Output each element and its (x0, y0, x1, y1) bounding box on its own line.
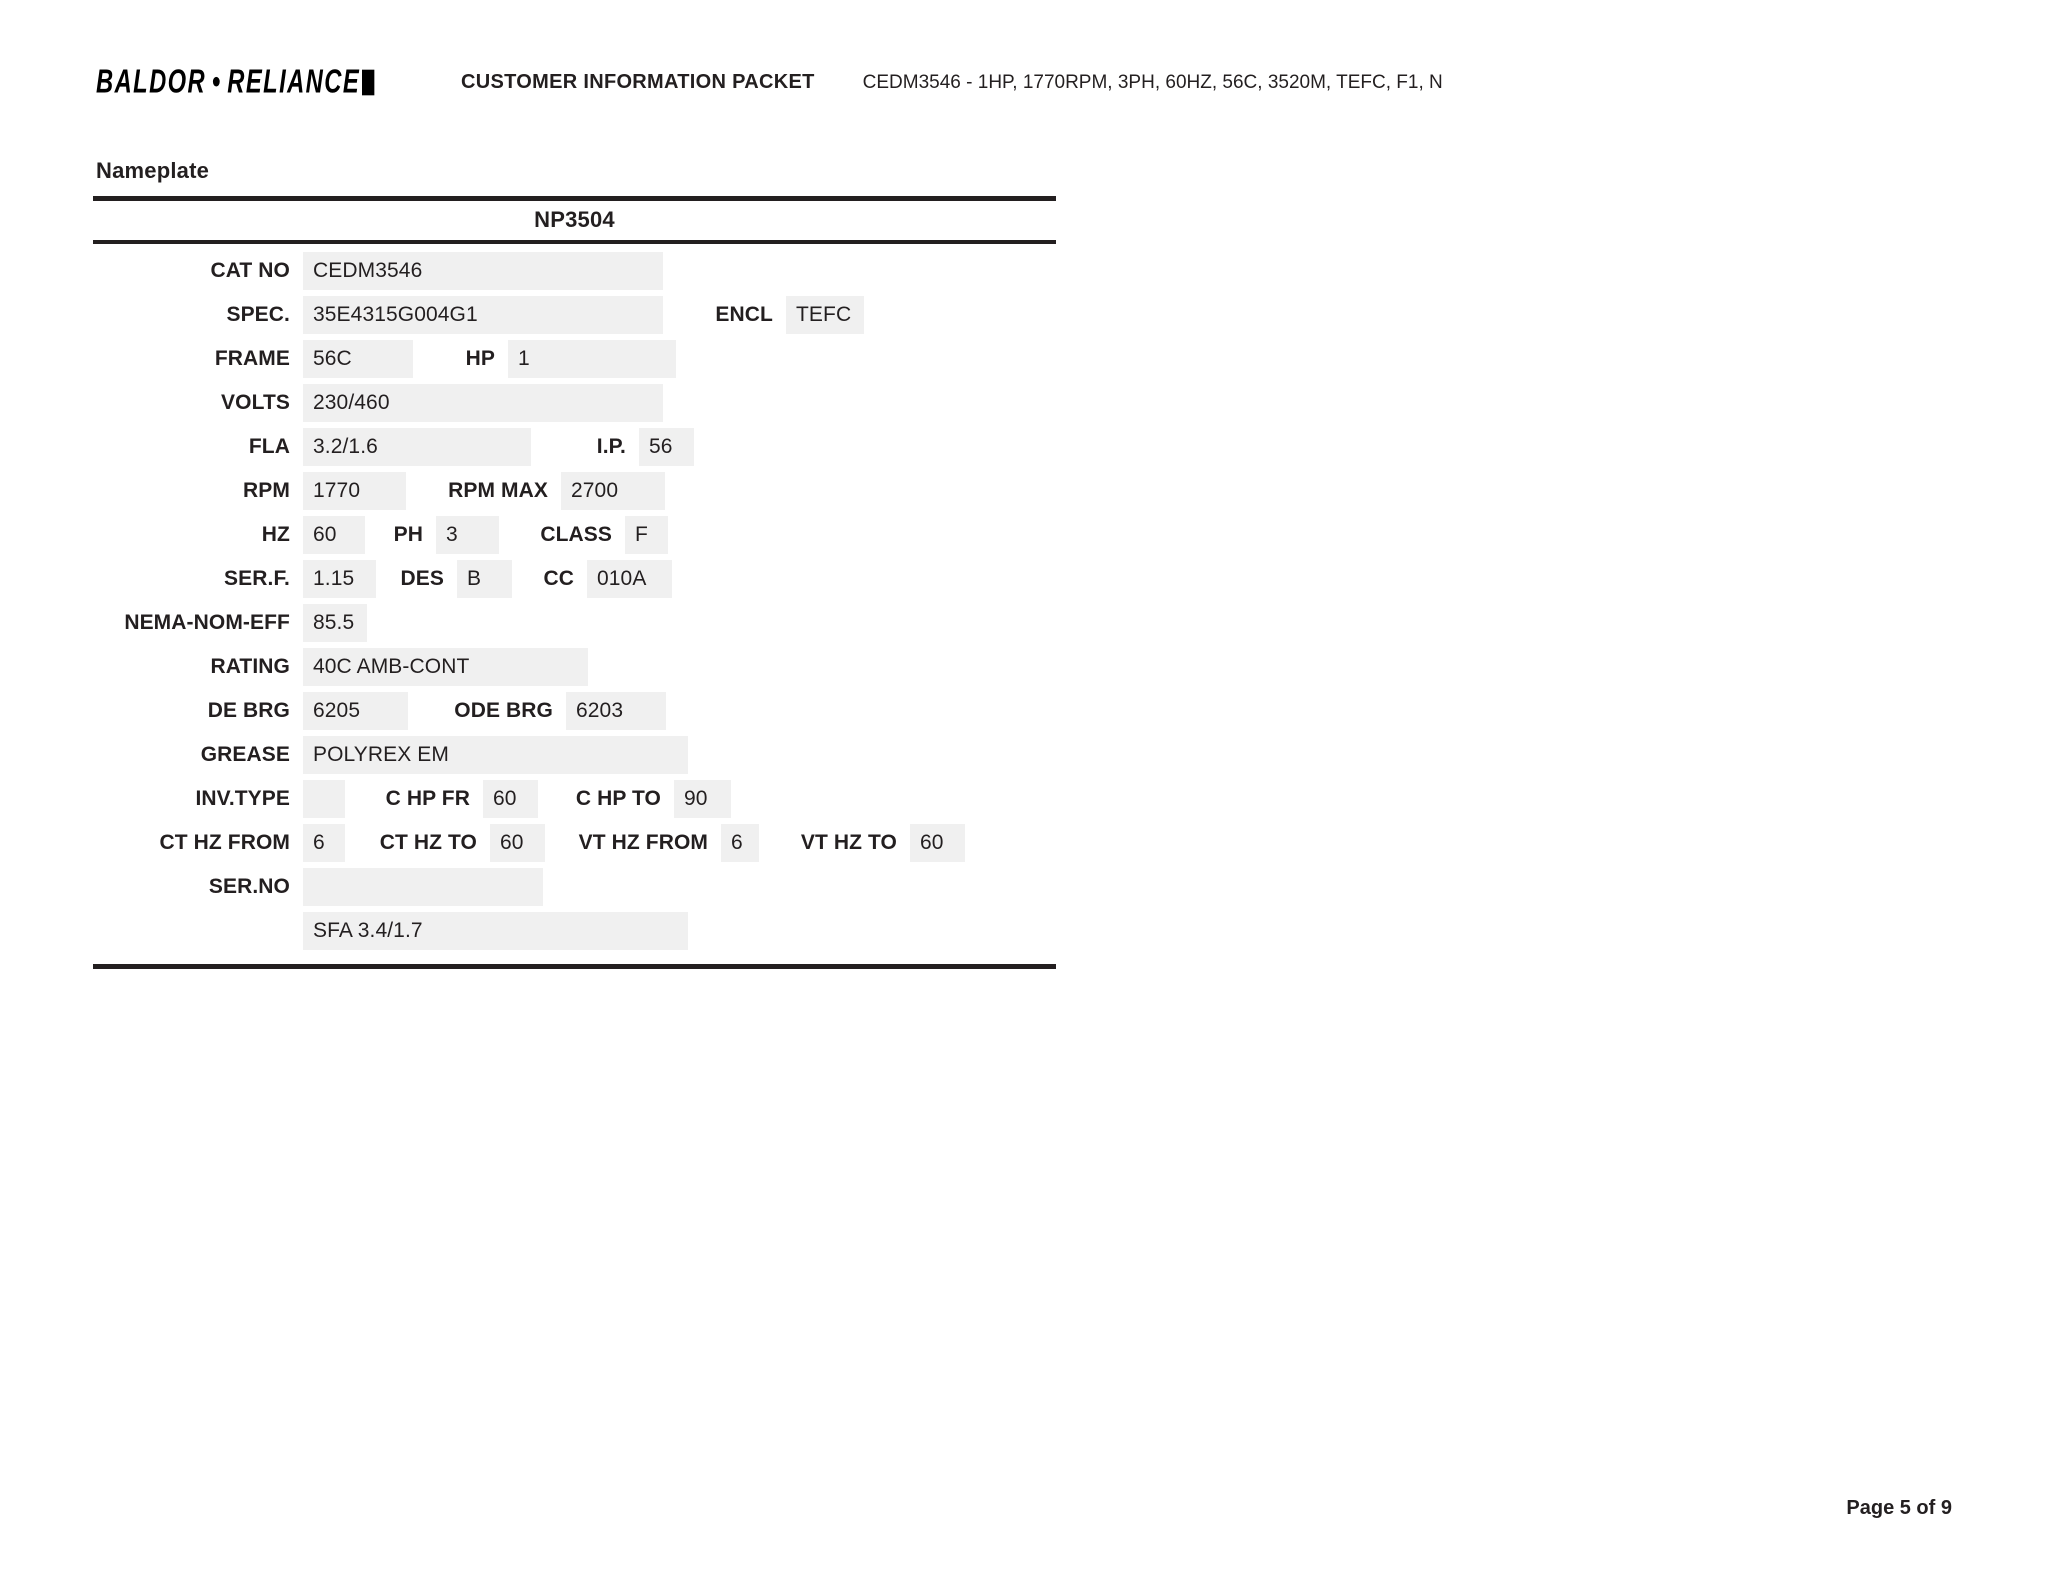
row-value: 60 (303, 516, 365, 554)
row-label: SER.F. (224, 567, 290, 590)
nameplate-rows (93, 244, 1056, 964)
row-value: 3.2/1.6 (303, 428, 531, 466)
row-label-2: CT HZ TO (379, 831, 477, 854)
row-label: HZ (261, 523, 290, 546)
row-value-2: 60 (490, 824, 545, 862)
table-row (93, 824, 1056, 868)
row-value-2: 60 (483, 780, 538, 818)
brand-baldor: BALDOR (96, 62, 207, 101)
table-row (93, 692, 1056, 736)
row-value: 56C (303, 340, 413, 378)
row-label-2: PH (393, 523, 423, 546)
table-row (93, 736, 1056, 780)
row-label: CT HZ FROM (159, 831, 290, 854)
table-bottom-rule (93, 964, 1056, 969)
row-value-2: 6203 (566, 692, 666, 730)
row-value-2: 3 (436, 516, 499, 554)
row-value: 1770 (303, 472, 406, 510)
row-label: RATING (210, 655, 290, 678)
row-value-3: 010A (587, 560, 672, 598)
baldor-reliance-logo (96, 63, 374, 102)
row-label: FRAME (214, 347, 290, 370)
row-value (303, 780, 345, 818)
table-row (93, 516, 1056, 560)
row-value-2: B (457, 560, 512, 598)
row-value-3: 6 (721, 824, 759, 862)
table-row (93, 428, 1056, 472)
table-row (93, 604, 1056, 648)
table-row (93, 780, 1056, 824)
row-label (93, 912, 303, 956)
row-value-2: 1 (508, 340, 676, 378)
row-label: GREASE (200, 743, 290, 766)
row-label: CAT NO (210, 259, 290, 282)
row-value: POLYREX EM (303, 736, 688, 774)
row-label: SER.NO (208, 875, 290, 898)
table-row (93, 384, 1056, 428)
row-label-2: I.P. (596, 435, 626, 458)
page-header (96, 62, 1952, 101)
row-value-3: F (625, 516, 668, 554)
table-row (93, 340, 1056, 384)
section-title: Nameplate (96, 158, 210, 183)
row-value: SFA 3.4/1.7 (303, 912, 688, 950)
row-label-2: C HP FR (385, 787, 470, 810)
row-label: VOLTS (221, 391, 290, 414)
row-label-4: VT HZ TO (800, 831, 897, 854)
row-label: DE BRG (207, 699, 290, 722)
nameplate-table (93, 196, 1056, 969)
row-label-2: ENCL (715, 303, 773, 326)
row-label-3: CLASS (540, 523, 612, 546)
row-label: FLA (248, 435, 290, 458)
row-label-2: ODE BRG (454, 699, 553, 722)
packet-subtitle: CEDM3546 - 1HP, 1770RPM, 3PH, 60HZ, 56C, 3520M, TEFC, F1, N (862, 71, 1443, 93)
table-row (93, 648, 1056, 692)
row-value-2: 56 (639, 428, 694, 466)
row-label: INV.TYPE (195, 787, 290, 810)
row-label-2: RPM MAX (448, 479, 548, 502)
row-value-2: TEFC (786, 296, 864, 334)
row-label-2: HP (465, 347, 495, 370)
row-value: 6 (303, 824, 345, 862)
row-value: 40C AMB-CONT (303, 648, 588, 686)
table-row (93, 472, 1056, 516)
row-label: SPEC. (226, 303, 290, 326)
logo-mark-icon (362, 70, 374, 96)
brand-reliance: RELIANCE (227, 62, 361, 101)
row-label: NEMA-NOM-EFF (124, 611, 290, 634)
row-value (303, 868, 543, 906)
table-row (93, 560, 1056, 604)
row-value: 35E4315G004G1 (303, 296, 663, 334)
row-value: 6205 (303, 692, 408, 730)
row-value: 85.5 (303, 604, 367, 642)
row-label: RPM (243, 479, 290, 502)
page-number: Page 5 of 9 (1846, 1497, 1952, 1519)
brand-separator: • (211, 62, 222, 101)
row-label-3: CC (543, 567, 574, 590)
row-label-3: C HP TO (575, 787, 661, 810)
table-row (93, 296, 1056, 340)
table-row (93, 252, 1056, 296)
row-label-3: VT HZ FROM (578, 831, 708, 854)
row-label-2: DES (400, 567, 444, 590)
row-value: CEDM3546 (303, 252, 663, 290)
table-row (93, 868, 1056, 912)
row-value-3: 90 (674, 780, 731, 818)
row-value: 1.15 (303, 560, 376, 598)
row-value-4: 60 (910, 824, 965, 862)
row-value: 230/460 (303, 384, 663, 422)
nameplate-table-title: NP3504 (534, 207, 615, 232)
packet-title: CUSTOMER INFORMATION PACKET (461, 71, 815, 93)
table-row (93, 912, 1056, 956)
row-value-2: 2700 (561, 472, 665, 510)
